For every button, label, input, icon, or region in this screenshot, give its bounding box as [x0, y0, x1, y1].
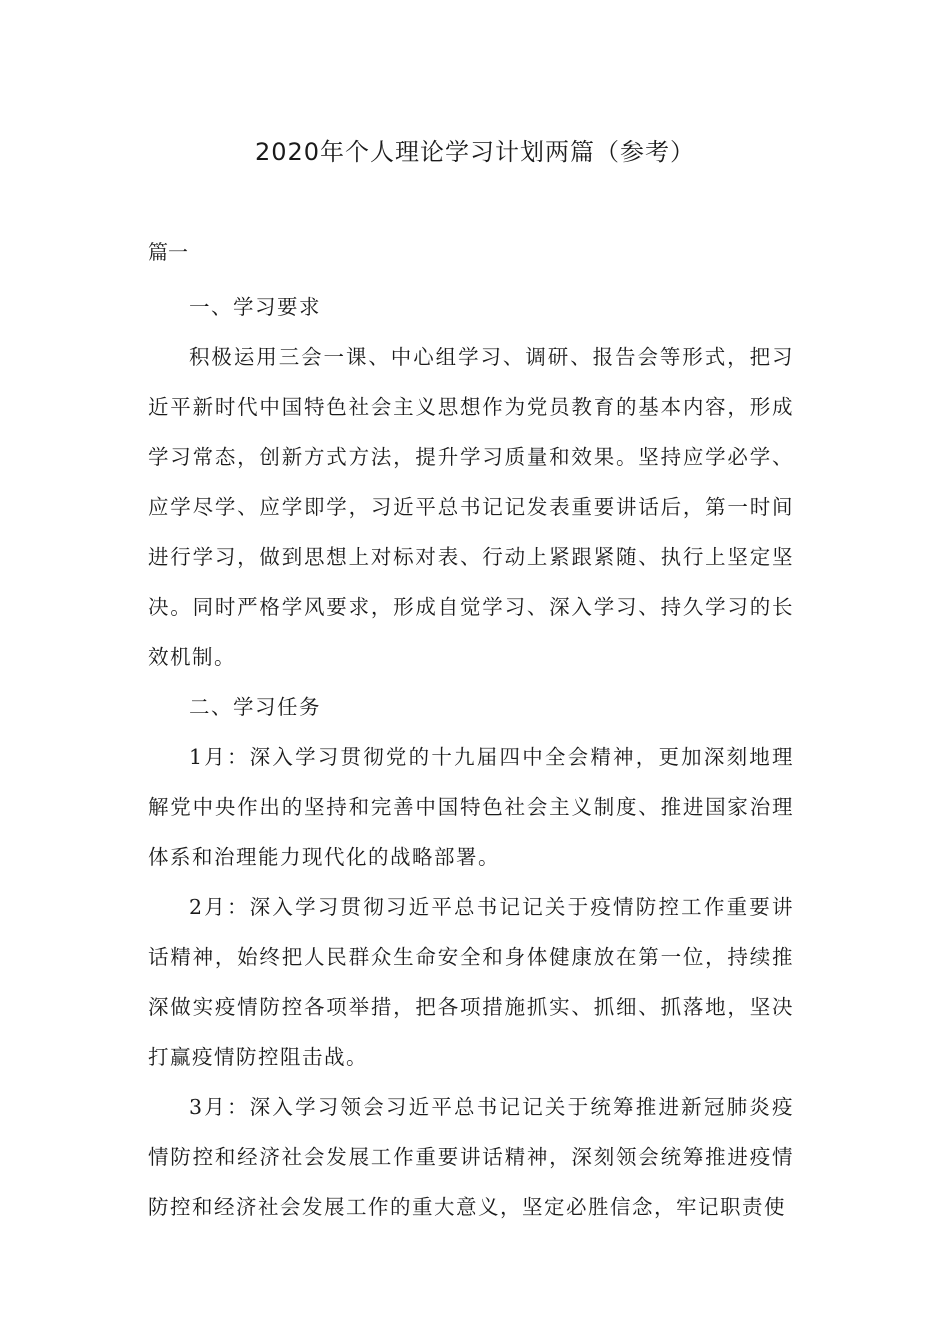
- paragraph-january: 1月：深入学习贯彻党的十九届四中全会精神，更加深刻地理解党中央作出的坚持和完善中国特色社会主义制度、推进国家治理体系和治理能力现代化的战略部署。: [148, 745, 794, 869]
- paragraph-requirements: 积极运用三会一课、中心组学习、调研、报告会等形式，把习近平新时代中国特色社会主义思想作为党员教育的基本内容，形成学习常态，创新方式方法，提升学习质量和效果。坚持应学必学、应学尽学、应学即学，习近平总书记记发表重要讲话后，第一时间进行学习，做到思想上对标对表、行动上紧跟紧随、执行上坚定坚决。同时严格学风要求，形成自觉学习、深入学习、持久学习的长效机制。: [148, 345, 794, 669]
- section-label: 篇一: [148, 240, 188, 264]
- document-body: [148, 282, 794, 1232]
- document-title: 2020年个人理论学习计划两篇（参考）: [254, 138, 696, 166]
- heading-tasks: 二、学习任务: [189, 695, 321, 719]
- paragraph-february: 2月：深入学习贯彻习近平总书记记关于疫情防控工作重要讲话精神，始终把人民群众生命安全和身体健康放在第一位，持续推深做实疫情防控各项举措，把各项措施抓实、抓细、抓落地，坚决打赢疫情防控阻击战。: [148, 895, 794, 1069]
- heading-requirements: 一、学习要求: [189, 295, 321, 319]
- paragraph-march: 3月：深入学习领会习近平总书记记关于统筹推进新冠肺炎疫情防控和经济社会发展工作重要讲话精神，深刻领会统筹推进疫情防控和经济社会发展工作的重大意义，坚定必胜信念，牢记职责使: [148, 1095, 794, 1219]
